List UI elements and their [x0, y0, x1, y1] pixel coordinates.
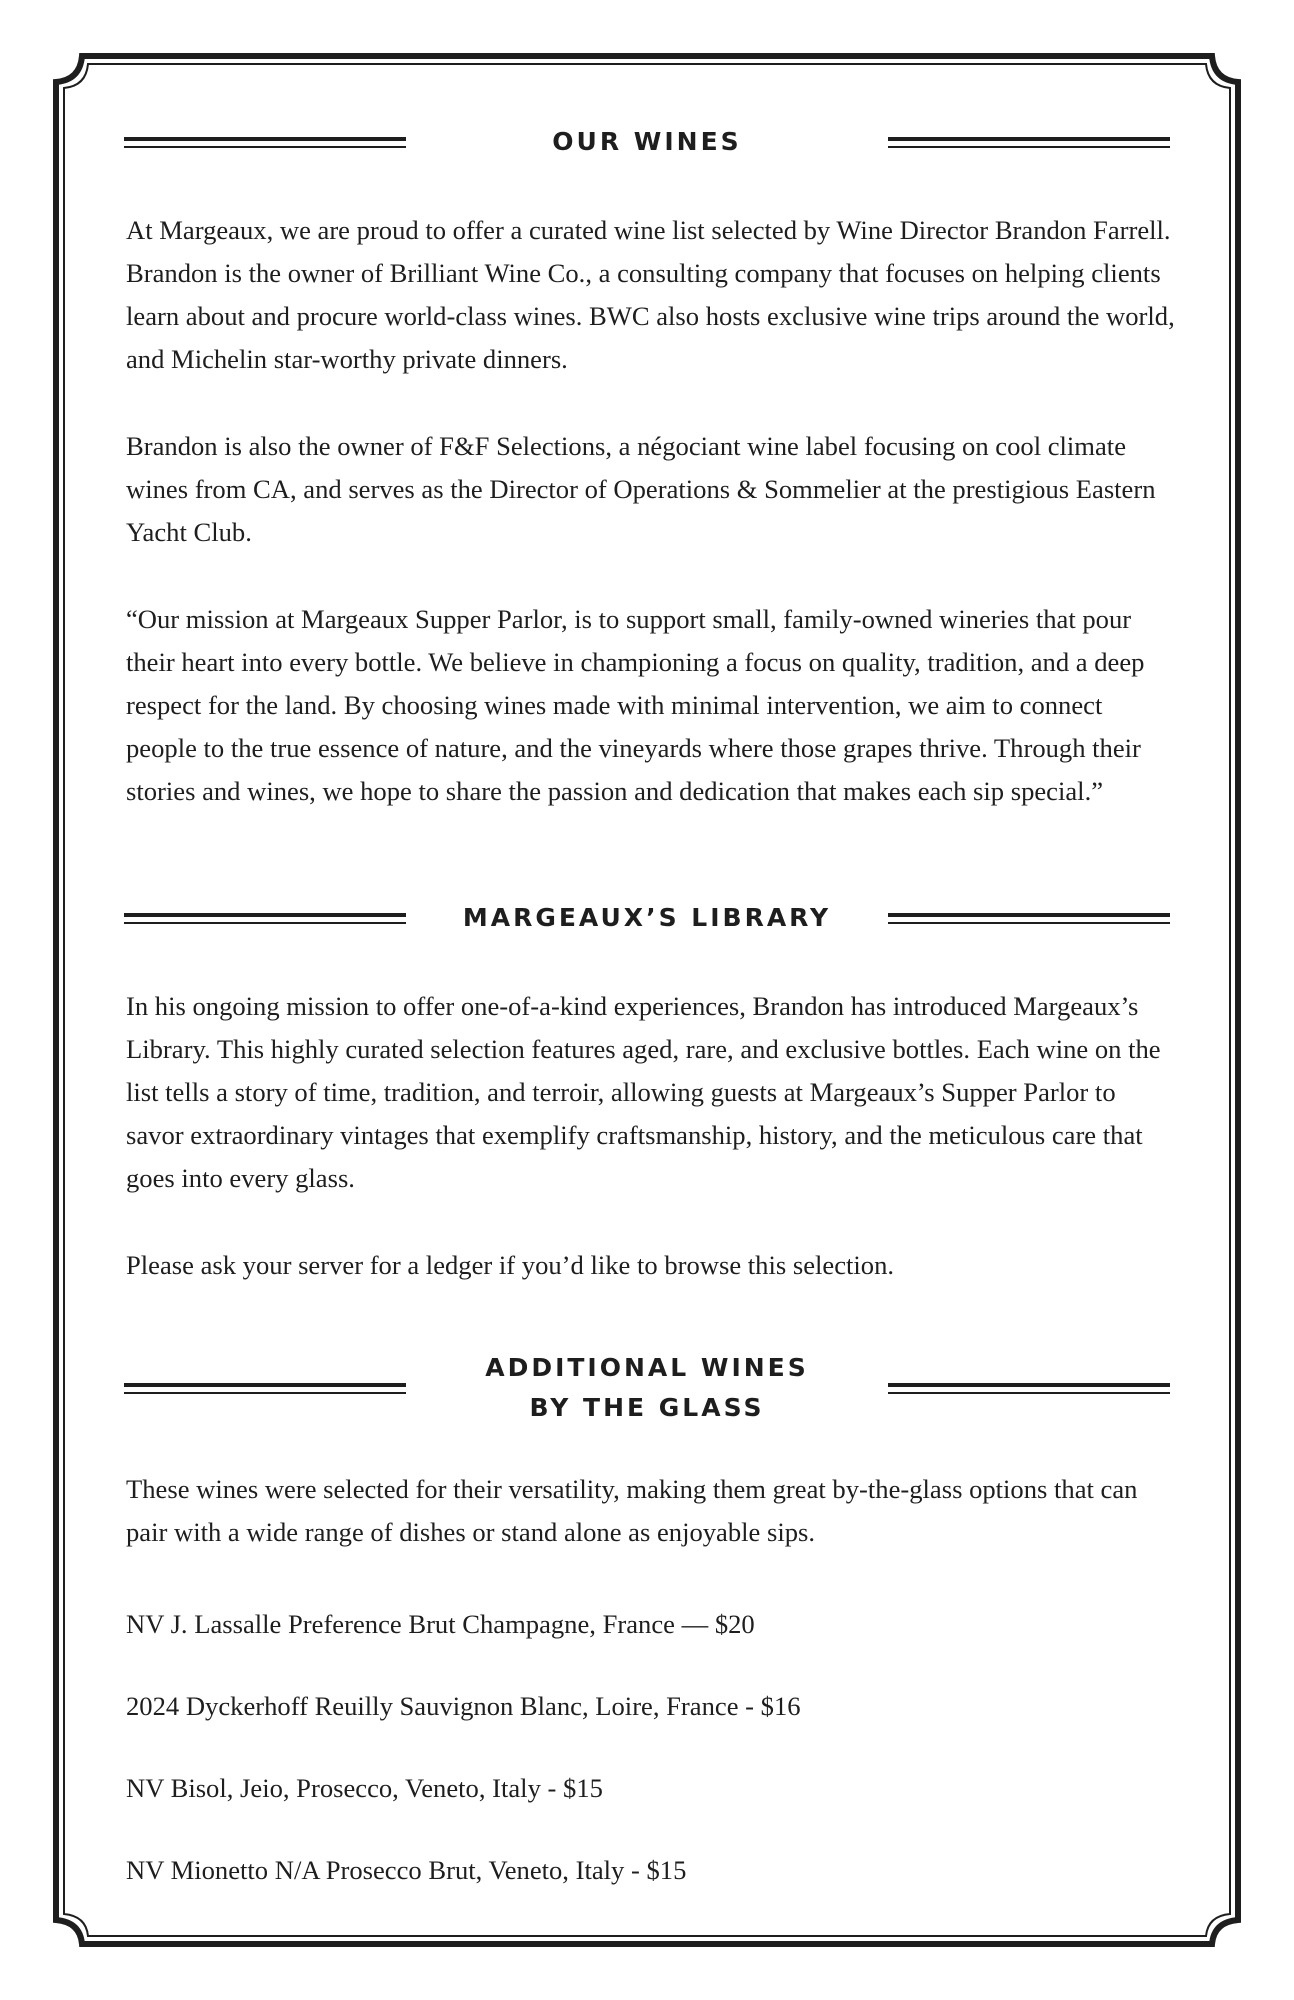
our-wines-paragraph-3: “Our mission at Margeaux Supper Parlor, is to support small, family-owned wineries that pour their heart into every bottle. We believe in championing a focus on quality, tradition, and a deep respect for the land. By choosing wines made with minimal intervention, we aim to connect people to the true essence of nature, and the vineyards where those grapes thrive. Through their stories and wines, we hope to share the passion and dedication that makes each sip special.” [126, 604, 1145, 806]
by-the-glass-intro: These wines were selected for their versatility, making them great by-the-glass options that can pair with a wide range of dishes or stand alone as enjoyable sips. [126, 1474, 1138, 1547]
wine-list-item: NV J. Lassalle Preference Brut Champagne, France — $20 [126, 1609, 755, 1639]
library-heading-row [124, 898, 1170, 938]
by-the-glass-heading-row [124, 1348, 1170, 1428]
our-wines-paragraph-2: Brandon is also the owner of F&F Selections, a négociant wine label focusing on cool climate wines from CA, and serves as the Director of Operations & Sommelier at the prestigious Eastern Yacht Club. [126, 431, 1156, 547]
heading-rule-right [888, 1383, 1170, 1394]
by-the-glass-heading-line-1: ADDITIONAL WINES [485, 1353, 809, 1382]
library-heading: MARGEAUX’S LIBRARY [462, 903, 832, 932]
our-wines-heading: OUR WINES [552, 127, 742, 156]
wine-list-item: NV Mionetto N/A Prosecco Brut, Veneto, Italy - $15 [126, 1855, 687, 1885]
heading-rule-left [124, 913, 406, 924]
by-the-glass-heading-line-2: BY THE GLASS [529, 1393, 765, 1422]
wine-list-item: 2024 Dyckerhoff Reuilly Sauvignon Blanc, Loire, France - $16 [126, 1691, 801, 1721]
heading-rule-right [888, 913, 1170, 924]
heading-rule-left [124, 1383, 406, 1394]
our-wines-heading-row [124, 122, 1170, 162]
library-paragraph-2: Please ask your server for a ledger if you’d like to browse this selection. [126, 1250, 895, 1280]
by-the-glass-heading [406, 1348, 888, 1428]
heading-rule-left [124, 137, 406, 148]
heading-rule-right [888, 137, 1170, 148]
our-wines-paragraph-1: At Margeaux, we are proud to offer a curated wine list selected by Wine Director Brandon Farrell. Brandon is the owner of Brilliant Wine Co., a consulting company that focuses on helping clients learn about and procure world-class wines. BWC also hosts exclusive wine trips around the world, and Michelin star-worthy private dinners. [126, 215, 1175, 374]
library-paragraph-1: In his ongoing mission to offer one-of-a-kind experiences, Brandon has introduced Margeaux’s Library. This highly curated selection features aged, rare, and exclusive bottles. Each wine on the list tells a story of time, tradition, and terroir, allowing guests at Margeaux’s Supper Parlor to savor extraordinary vintages that exemplify craftsmanship, history, and the meticulous care that goes into every glass. [126, 991, 1161, 1193]
wine-list-item: NV Bisol, Jeio, Prosecco, Veneto, Italy - $15 [126, 1773, 603, 1803]
